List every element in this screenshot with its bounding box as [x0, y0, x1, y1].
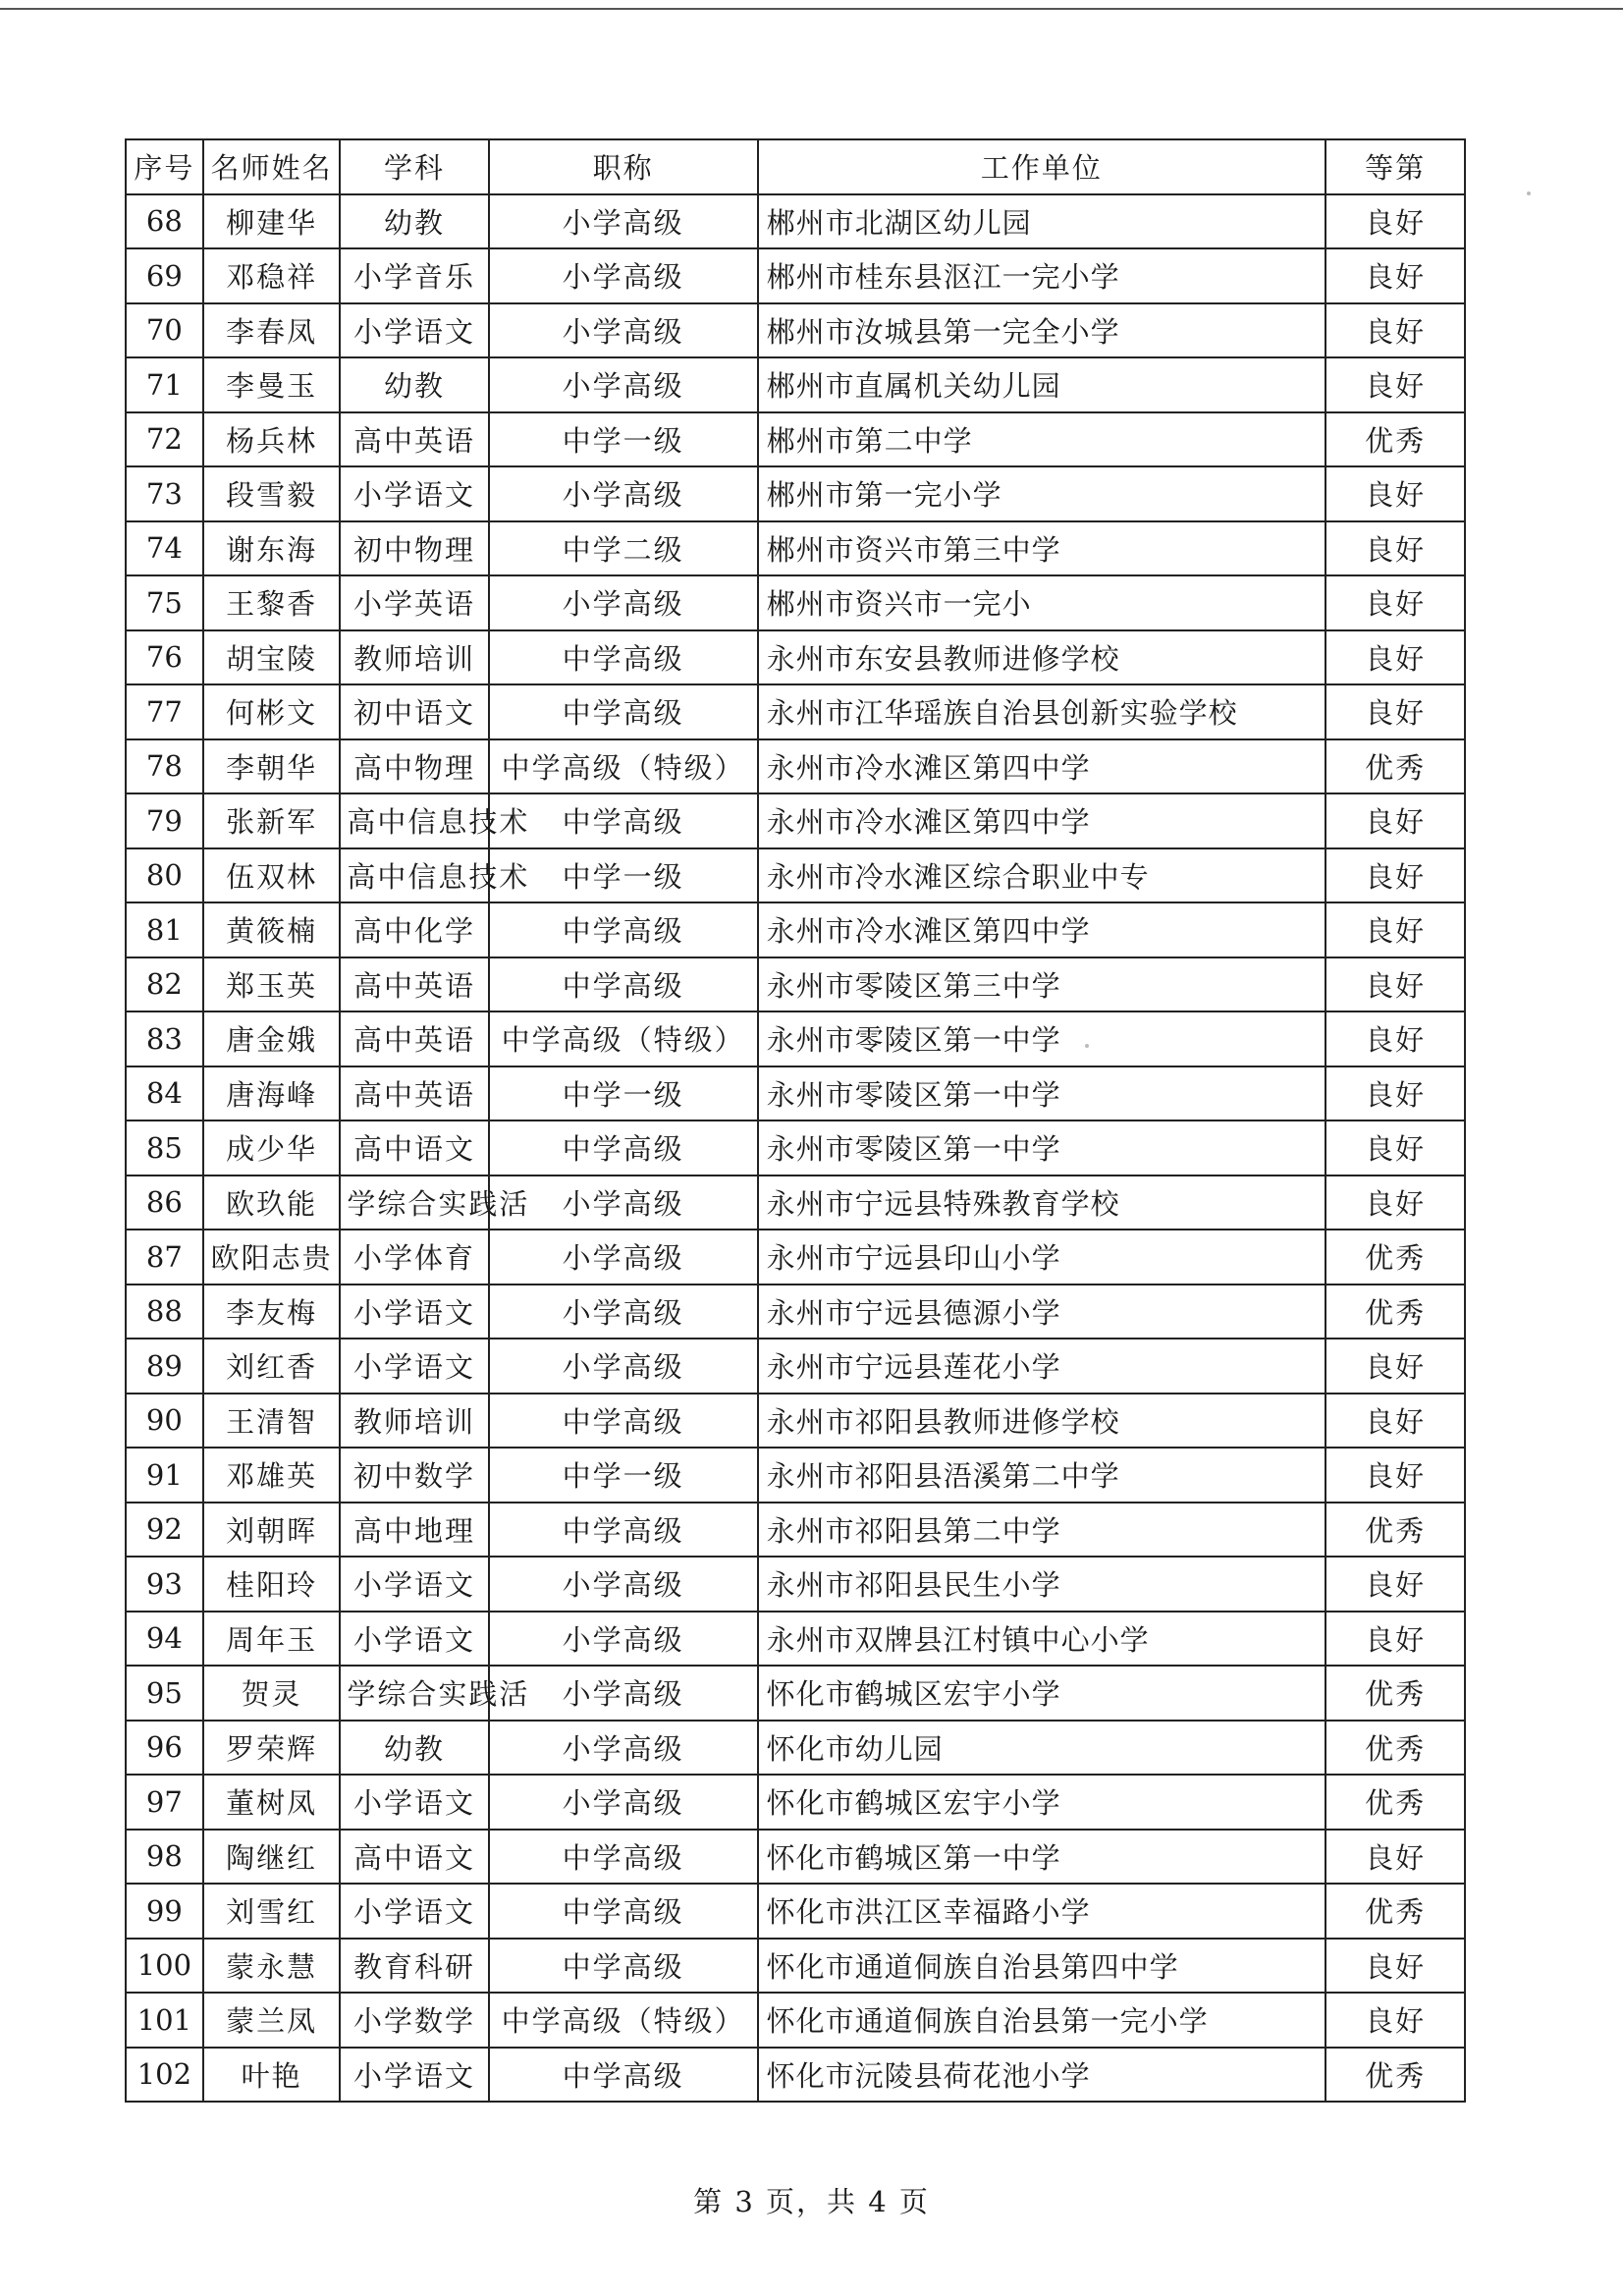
- cell-grade: 优秀: [1325, 1721, 1465, 1776]
- table-row: [126, 1993, 1465, 2048]
- cell-teacher-name: 蒙永慧: [203, 1939, 341, 1994]
- cell-teacher-name: 王清智: [203, 1394, 341, 1449]
- cell-grade: 良好: [1325, 630, 1465, 685]
- cell-title: 中学高级: [489, 1884, 758, 1939]
- cell-seq: 68: [126, 194, 203, 249]
- table-row: [126, 1230, 1465, 1285]
- cell-grade: 良好: [1325, 303, 1465, 358]
- cell-subject: 小学语文: [340, 303, 488, 358]
- cell-work-unit: 郴州市汝城县第一完全小学: [758, 303, 1326, 358]
- cell-teacher-name: 贺灵: [203, 1666, 341, 1721]
- cell-teacher-name: 杨兵林: [203, 412, 341, 467]
- cell-grade: 良好: [1325, 466, 1465, 521]
- cell-grade: 良好: [1325, 248, 1465, 303]
- cell-subject: 高中语文: [340, 1121, 488, 1175]
- cell-teacher-name: 周年玉: [203, 1612, 341, 1667]
- cell-subject: 高中信息技术: [340, 848, 488, 903]
- cell-title: 中学高级: [489, 1121, 758, 1175]
- page-number: 第 3 页，共 4 页: [693, 2185, 930, 2218]
- cell-grade: 良好: [1325, 521, 1465, 576]
- cell-teacher-name: 伍双林: [203, 848, 341, 903]
- cell-title: 中学一级: [489, 1448, 758, 1503]
- cell-title: 小学高级: [489, 303, 758, 358]
- cell-work-unit: 永州市零陵区第一中学: [758, 1066, 1326, 1121]
- cell-title: 中学高级: [489, 1394, 758, 1449]
- table-row: [126, 466, 1465, 521]
- table-row: [126, 1775, 1465, 1830]
- cell-title: 小学高级: [489, 1557, 758, 1612]
- cell-subject: 幼教: [340, 1721, 488, 1776]
- cell-teacher-name: 刘红香: [203, 1339, 341, 1394]
- cell-grade: 良好: [1325, 1121, 1465, 1175]
- cell-work-unit: 永州市宁远县印山小学: [758, 1230, 1326, 1285]
- cell-work-unit: 永州市宁远县德源小学: [758, 1285, 1326, 1339]
- cell-work-unit: 怀化市幼儿园: [758, 1721, 1326, 1776]
- cell-teacher-name: 李友梅: [203, 1285, 341, 1339]
- cell-subject: 小学语文: [340, 1339, 488, 1394]
- cell-seq: 100: [126, 1939, 203, 1994]
- table-row: [126, 248, 1465, 303]
- cell-work-unit: 永州市零陵区第三中学: [758, 957, 1326, 1012]
- cell-work-unit: 永州市宁远县莲花小学: [758, 1339, 1326, 1394]
- cell-teacher-name: 郑玉英: [203, 957, 341, 1012]
- table-row: [126, 1884, 1465, 1939]
- cell-subject: 高中化学: [340, 902, 488, 957]
- cell-title: 小学高级: [489, 1612, 758, 1667]
- cell-teacher-name: 桂阳玲: [203, 1557, 341, 1612]
- table-row: [126, 1339, 1465, 1394]
- cell-work-unit: 郴州市资兴市第三中学: [758, 521, 1326, 576]
- cell-subject: 小学语文: [340, 466, 488, 521]
- cell-work-unit: 永州市双牌县江村镇中心小学: [758, 1612, 1326, 1667]
- cell-teacher-name: 黄筱楠: [203, 902, 341, 957]
- cell-seq: 87: [126, 1230, 203, 1285]
- cell-subject: 小学数学: [340, 1993, 488, 2048]
- cell-seq: 90: [126, 1394, 203, 1449]
- cell-subject: 学综合实践活: [340, 1666, 488, 1721]
- cell-title: 小学高级: [489, 1230, 758, 1285]
- cell-grade: 良好: [1325, 1339, 1465, 1394]
- cell-subject: 教师培训: [340, 1394, 488, 1449]
- cell-teacher-name: 张新军: [203, 793, 341, 848]
- cell-title: 小学高级: [489, 1775, 758, 1830]
- cell-title: 中学高级（特级）: [489, 1993, 758, 2048]
- cell-grade: 良好: [1325, 357, 1465, 412]
- cell-title: 中学高级（特级）: [489, 1011, 758, 1066]
- table-row: [126, 739, 1465, 794]
- cell-seq: 77: [126, 684, 203, 739]
- cell-subject: 小学音乐: [340, 248, 488, 303]
- cell-title: 小学高级: [489, 1721, 758, 1776]
- cell-seq: 95: [126, 1666, 203, 1721]
- table-row: [126, 1121, 1465, 1175]
- table-row: [126, 1612, 1465, 1667]
- cell-grade: 良好: [1325, 1175, 1465, 1230]
- cell-seq: 99: [126, 1884, 203, 1939]
- cell-subject: 高中英语: [340, 412, 488, 467]
- cell-work-unit: 永州市零陵区第一中学: [758, 1011, 1326, 1066]
- cell-subject: 高中英语: [340, 1066, 488, 1121]
- cell-seq: 84: [126, 1066, 203, 1121]
- table-body: [126, 194, 1465, 2103]
- cell-teacher-name: 董树凤: [203, 1775, 341, 1830]
- table-row: [126, 2048, 1465, 2103]
- cell-subject: 高中英语: [340, 957, 488, 1012]
- table-row: [126, 630, 1465, 685]
- cell-subject: 幼教: [340, 194, 488, 249]
- table-row: [126, 1175, 1465, 1230]
- cell-teacher-name: 李春凤: [203, 303, 341, 358]
- cell-work-unit: 永州市冷水滩区第四中学: [758, 793, 1326, 848]
- scan-speck: [1085, 1044, 1089, 1048]
- cell-teacher-name: 何彬文: [203, 684, 341, 739]
- table-row: [126, 1066, 1465, 1121]
- cell-grade: 良好: [1325, 684, 1465, 739]
- cell-seq: 71: [126, 357, 203, 412]
- cell-title: 中学一级: [489, 412, 758, 467]
- cell-grade: 优秀: [1325, 1884, 1465, 1939]
- cell-subject: 教育科研: [340, 1939, 488, 1994]
- cell-title: 小学高级: [489, 357, 758, 412]
- table-row: [126, 1939, 1465, 1994]
- cell-teacher-name: 欧玖能: [203, 1175, 341, 1230]
- cell-subject: 小学语文: [340, 1612, 488, 1667]
- cell-work-unit: 怀化市鹤城区宏宇小学: [758, 1775, 1326, 1830]
- cell-title: 中学高级: [489, 1939, 758, 1994]
- cell-title: 中学高级: [489, 957, 758, 1012]
- cell-teacher-name: 柳建华: [203, 194, 341, 249]
- cell-seq: 86: [126, 1175, 203, 1230]
- cell-seq: 76: [126, 630, 203, 685]
- table-row: [126, 303, 1465, 358]
- cell-title: 小学高级: [489, 1339, 758, 1394]
- cell-work-unit: 永州市江华瑶族自治县创新实验学校: [758, 684, 1326, 739]
- cell-teacher-name: 成少华: [203, 1121, 341, 1175]
- cell-work-unit: 郴州市桂东县沤江一完小学: [758, 248, 1326, 303]
- cell-title: 中学高级: [489, 793, 758, 848]
- cell-title: 中学高级: [489, 630, 758, 685]
- cell-teacher-name: 李曼玉: [203, 357, 341, 412]
- cell-work-unit: 怀化市鹤城区第一中学: [758, 1830, 1326, 1885]
- cell-teacher-name: 唐金娥: [203, 1011, 341, 1066]
- cell-subject: 高中地理: [340, 1503, 488, 1558]
- cell-grade: 良好: [1325, 1993, 1465, 2048]
- cell-grade: 良好: [1325, 1939, 1465, 1994]
- cell-teacher-name: 唐海峰: [203, 1066, 341, 1121]
- cell-seq: 75: [126, 575, 203, 630]
- header-teacher-name: 名师姓名: [203, 139, 341, 194]
- cell-seq: 74: [126, 521, 203, 576]
- cell-teacher-name: 王黎香: [203, 575, 341, 630]
- cell-grade: 良好: [1325, 1011, 1465, 1066]
- cell-seq: 93: [126, 1557, 203, 1612]
- cell-seq: 83: [126, 1011, 203, 1066]
- header-title: 职称: [489, 139, 758, 194]
- cell-seq: 72: [126, 412, 203, 467]
- cell-seq: 89: [126, 1339, 203, 1394]
- cell-subject: 小学语文: [340, 1775, 488, 1830]
- cell-grade: 良好: [1325, 902, 1465, 957]
- cell-title: 小学高级: [489, 194, 758, 249]
- cell-work-unit: 永州市冷水滩区综合职业中专: [758, 848, 1326, 903]
- table-row: [126, 1666, 1465, 1721]
- cell-title: 小学高级: [489, 248, 758, 303]
- table-header-row: [126, 139, 1465, 194]
- cell-grade: 良好: [1325, 1612, 1465, 1667]
- cell-subject: 幼教: [340, 357, 488, 412]
- cell-grade: 良好: [1325, 1448, 1465, 1503]
- cell-teacher-name: 谢东海: [203, 521, 341, 576]
- table-row: [126, 412, 1465, 467]
- cell-subject: 高中物理: [340, 739, 488, 794]
- cell-grade: 良好: [1325, 575, 1465, 630]
- cell-subject: 高中信息技术: [340, 793, 488, 848]
- table-row: [126, 1830, 1465, 1885]
- cell-seq: 79: [126, 793, 203, 848]
- cell-seq: 101: [126, 1993, 203, 2048]
- table-row: [126, 848, 1465, 903]
- cell-teacher-name: 邓稳祥: [203, 248, 341, 303]
- cell-work-unit: 怀化市通道侗族自治县第一完小学: [758, 1993, 1326, 2048]
- cell-subject: 小学英语: [340, 575, 488, 630]
- cell-seq: 96: [126, 1721, 203, 1776]
- cell-subject: 小学语文: [340, 1285, 488, 1339]
- cell-title: 中学高级（特级）: [489, 739, 758, 794]
- cell-seq: 81: [126, 902, 203, 957]
- cell-work-unit: 永州市祁阳县浯溪第二中学: [758, 1448, 1326, 1503]
- header-subject: 学科: [340, 139, 488, 194]
- table-row: [126, 575, 1465, 630]
- table-row: [126, 1011, 1465, 1066]
- table-row: [126, 1721, 1465, 1776]
- cell-grade: 优秀: [1325, 1503, 1465, 1558]
- header-work-unit: 工作单位: [758, 139, 1326, 194]
- cell-grade: 优秀: [1325, 1285, 1465, 1339]
- cell-grade: 良好: [1325, 848, 1465, 903]
- cell-teacher-name: 欧阳志贵: [203, 1230, 341, 1285]
- cell-subject: 初中物理: [340, 521, 488, 576]
- cell-title: 中学高级: [489, 1503, 758, 1558]
- cell-subject: 小学体育: [340, 1230, 488, 1285]
- cell-seq: 70: [126, 303, 203, 358]
- cell-seq: 82: [126, 957, 203, 1012]
- cell-teacher-name: 刘朝晖: [203, 1503, 341, 1558]
- cell-subject: 小学语文: [340, 1884, 488, 1939]
- cell-teacher-name: 蒙兰凤: [203, 1993, 341, 2048]
- cell-teacher-name: 李朝华: [203, 739, 341, 794]
- cell-work-unit: 郴州市北湖区幼儿园: [758, 194, 1326, 249]
- cell-teacher-name: 段雪毅: [203, 466, 341, 521]
- cell-grade: 优秀: [1325, 1775, 1465, 1830]
- cell-seq: 97: [126, 1775, 203, 1830]
- cell-work-unit: 郴州市资兴市一完小: [758, 575, 1326, 630]
- cell-work-unit: 永州市祁阳县教师进修学校: [758, 1394, 1326, 1449]
- cell-seq: 78: [126, 739, 203, 794]
- cell-subject: 高中语文: [340, 1830, 488, 1885]
- table-row: [126, 194, 1465, 249]
- cell-grade: 优秀: [1325, 1666, 1465, 1721]
- cell-work-unit: 郴州市直属机关幼儿园: [758, 357, 1326, 412]
- table-row: [126, 902, 1465, 957]
- cell-work-unit: 郴州市第一完小学: [758, 466, 1326, 521]
- cell-work-unit: 怀化市通道侗族自治县第四中学: [758, 1939, 1326, 1994]
- cell-work-unit: 郴州市第二中学: [758, 412, 1326, 467]
- cell-grade: 良好: [1325, 957, 1465, 1012]
- cell-title: 小学高级: [489, 575, 758, 630]
- cell-title: 小学高级: [489, 1175, 758, 1230]
- cell-teacher-name: 邓雄英: [203, 1448, 341, 1503]
- header-grade: 等第: [1325, 139, 1465, 194]
- table-row: [126, 957, 1465, 1012]
- cell-work-unit: 永州市冷水滩区第四中学: [758, 739, 1326, 794]
- cell-subject: 学综合实践活: [340, 1175, 488, 1230]
- cell-grade: 良好: [1325, 1830, 1465, 1885]
- cell-grade: 良好: [1325, 1066, 1465, 1121]
- cell-title: 中学一级: [489, 1066, 758, 1121]
- cell-teacher-name: 胡宝陵: [203, 630, 341, 685]
- cell-title: 中学高级: [489, 2048, 758, 2103]
- cell-work-unit: 永州市东安县教师进修学校: [758, 630, 1326, 685]
- cell-seq: 91: [126, 1448, 203, 1503]
- cell-grade: 良好: [1325, 1557, 1465, 1612]
- cell-seq: 80: [126, 848, 203, 903]
- cell-seq: 88: [126, 1285, 203, 1339]
- top-border-line: [0, 8, 1623, 10]
- cell-work-unit: 永州市祁阳县第二中学: [758, 1503, 1326, 1558]
- cell-work-unit: 怀化市洪江区幸福路小学: [758, 1884, 1326, 1939]
- cell-work-unit: 怀化市鹤城区宏宇小学: [758, 1666, 1326, 1721]
- cell-grade: 良好: [1325, 793, 1465, 848]
- cell-title: 小学高级: [489, 466, 758, 521]
- cell-teacher-name: 罗荣辉: [203, 1721, 341, 1776]
- cell-title: 小学高级: [489, 1666, 758, 1721]
- cell-title: 中学高级: [489, 684, 758, 739]
- cell-teacher-name: 刘雪红: [203, 1884, 341, 1939]
- cell-work-unit: 永州市冷水滩区第四中学: [758, 902, 1326, 957]
- cell-work-unit: 永州市宁远县特殊教育学校: [758, 1175, 1326, 1230]
- table-row: [126, 1448, 1465, 1503]
- cell-title: 中学二级: [489, 521, 758, 576]
- table-row: [126, 1503, 1465, 1558]
- cell-seq: 92: [126, 1503, 203, 1558]
- cell-seq: 85: [126, 1121, 203, 1175]
- table-row: [126, 521, 1465, 576]
- cell-subject: 初中语文: [340, 684, 488, 739]
- table-row: [126, 1557, 1465, 1612]
- cell-seq: 98: [126, 1830, 203, 1885]
- table-row: [126, 1394, 1465, 1449]
- table-row: [126, 684, 1465, 739]
- table-row: [126, 1285, 1465, 1339]
- cell-subject: 教师培训: [340, 630, 488, 685]
- cell-grade: 良好: [1325, 1394, 1465, 1449]
- cell-grade: 优秀: [1325, 412, 1465, 467]
- cell-grade: 优秀: [1325, 2048, 1465, 2103]
- cell-grade: 良好: [1325, 194, 1465, 249]
- cell-grade: 优秀: [1325, 739, 1465, 794]
- cell-seq: 69: [126, 248, 203, 303]
- table-row: [126, 793, 1465, 848]
- teacher-list-table: [125, 138, 1466, 2103]
- header-seq: 序号: [126, 139, 203, 194]
- cell-seq: 73: [126, 466, 203, 521]
- cell-work-unit: 永州市祁阳县民生小学: [758, 1557, 1326, 1612]
- table-row: [126, 357, 1465, 412]
- cell-subject: 高中英语: [340, 1011, 488, 1066]
- cell-subject: 小学语文: [340, 1557, 488, 1612]
- cell-subject: 初中数学: [340, 1448, 488, 1503]
- cell-teacher-name: 叶艳: [203, 2048, 341, 2103]
- cell-title: 中学高级: [489, 902, 758, 957]
- cell-subject: 小学语文: [340, 2048, 488, 2103]
- cell-title: 小学高级: [489, 1285, 758, 1339]
- cell-grade: 优秀: [1325, 1230, 1465, 1285]
- cell-title: 中学一级: [489, 848, 758, 903]
- scan-speck: [1527, 191, 1531, 195]
- cell-work-unit: 永州市零陵区第一中学: [758, 1121, 1326, 1175]
- cell-title: 中学高级: [489, 1830, 758, 1885]
- cell-work-unit: 怀化市沅陵县荷花池小学: [758, 2048, 1326, 2103]
- cell-seq: 102: [126, 2048, 203, 2103]
- cell-seq: 94: [126, 1612, 203, 1667]
- cell-teacher-name: 陶继红: [203, 1830, 341, 1885]
